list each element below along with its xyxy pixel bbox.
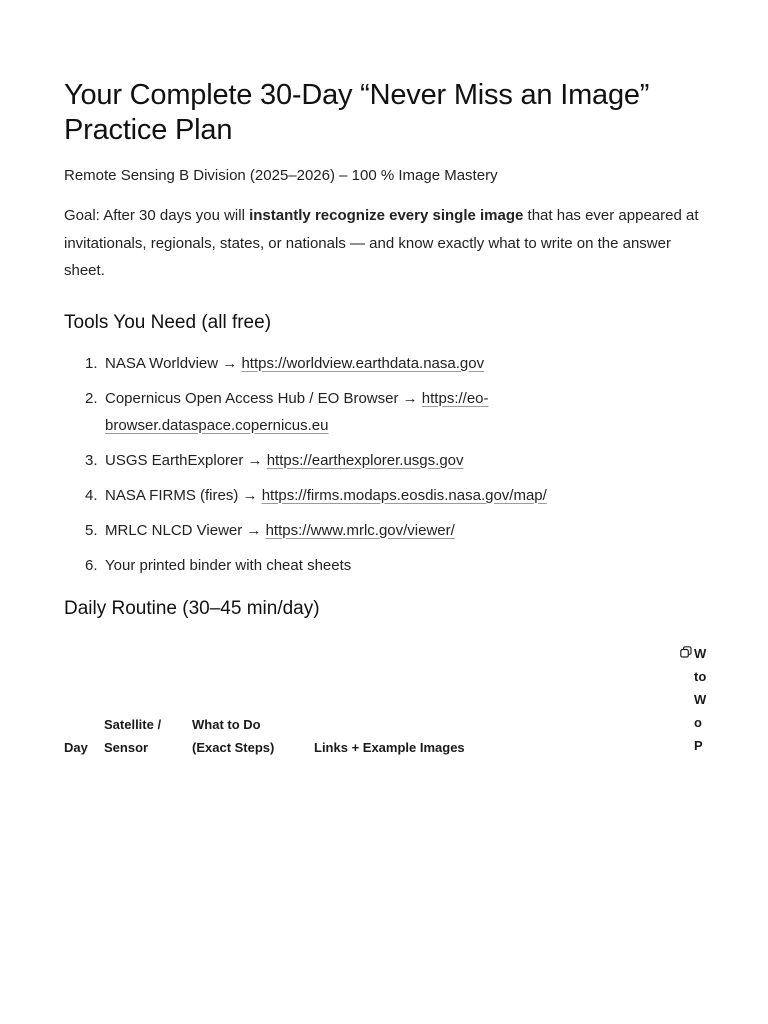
tool-item xyxy=(64,517,704,544)
column-header-links: Links + Example Images xyxy=(314,739,465,755)
tool-number: 2. xyxy=(85,389,98,407)
tool-label: Copernicus Open Access Hub / EO Browser → xyxy=(105,389,422,407)
tools-list xyxy=(64,350,704,579)
tool-label: MRLC NLCD Viewer → xyxy=(105,521,266,539)
tool-link[interactable]: https://worldview.earthdata.nasa.gov xyxy=(241,354,485,372)
tool-number: 4. xyxy=(85,486,98,504)
tool-number: 6. xyxy=(85,556,98,574)
document xyxy=(64,78,707,792)
tool-item xyxy=(64,552,704,579)
tool-link[interactable]: https://earthexplorer.usgs.gov xyxy=(266,451,464,469)
routine-table xyxy=(64,642,707,792)
goal-prefix: Goal: After 30 days you will xyxy=(64,207,250,224)
tool-link[interactable]: https://firms.modaps.eosdis.nasa.gov/map/ xyxy=(261,486,547,504)
copy-icon[interactable] xyxy=(680,646,692,658)
tool-link[interactable]: https://www.mrlc.gov/viewer/ xyxy=(265,521,455,539)
tool-label: NASA Worldview → xyxy=(105,354,242,372)
tool-label: NASA FIRMS (fires) → xyxy=(105,486,262,504)
column-header-satellite: Satellite / Sensor xyxy=(104,716,162,755)
column-header-truncated xyxy=(694,642,754,757)
tool-number: 3. xyxy=(85,451,98,469)
truncated-line: W xyxy=(694,645,707,661)
goal-suffix: that has ever appeared at invitationals, regionals, states, or nationals — and know exactly what to write on the answer sheet. xyxy=(64,207,699,279)
tool-label: Your printed binder with cheat sheets xyxy=(105,556,352,574)
tool-label: USGS EarthExplorer → xyxy=(105,451,267,469)
truncated-line: to xyxy=(694,668,707,684)
tool-number: 1. xyxy=(85,354,98,372)
page-subtitle: Remote Sensing B Division (2025–2026) – 100 % Image Mastery xyxy=(64,167,498,184)
tool-item xyxy=(64,447,704,474)
tool-number: 5. xyxy=(85,521,98,539)
tools-heading: Tools You Need (all free) xyxy=(64,311,272,333)
column-header-day: Day xyxy=(64,739,88,755)
tool-item xyxy=(64,482,704,509)
tool-item xyxy=(64,350,704,377)
truncated-line: P xyxy=(694,737,703,753)
page-title: Your Complete 30-Day “Never Miss an Image” Practice Plan xyxy=(64,79,650,146)
goal-emphasis: instantly recognize every single image xyxy=(249,207,524,224)
tool-link[interactable]: https://eo-browser.dataspace.copernicus.eu xyxy=(105,389,489,434)
column-header-what-to-do: What to Do (Exact Steps) xyxy=(192,716,275,755)
truncated-line: W xyxy=(694,691,707,707)
tool-item xyxy=(64,385,704,439)
truncated-line: o xyxy=(694,714,702,730)
goal-paragraph xyxy=(64,202,704,285)
routine-heading: Daily Routine (30–45 min/day) xyxy=(64,597,320,619)
